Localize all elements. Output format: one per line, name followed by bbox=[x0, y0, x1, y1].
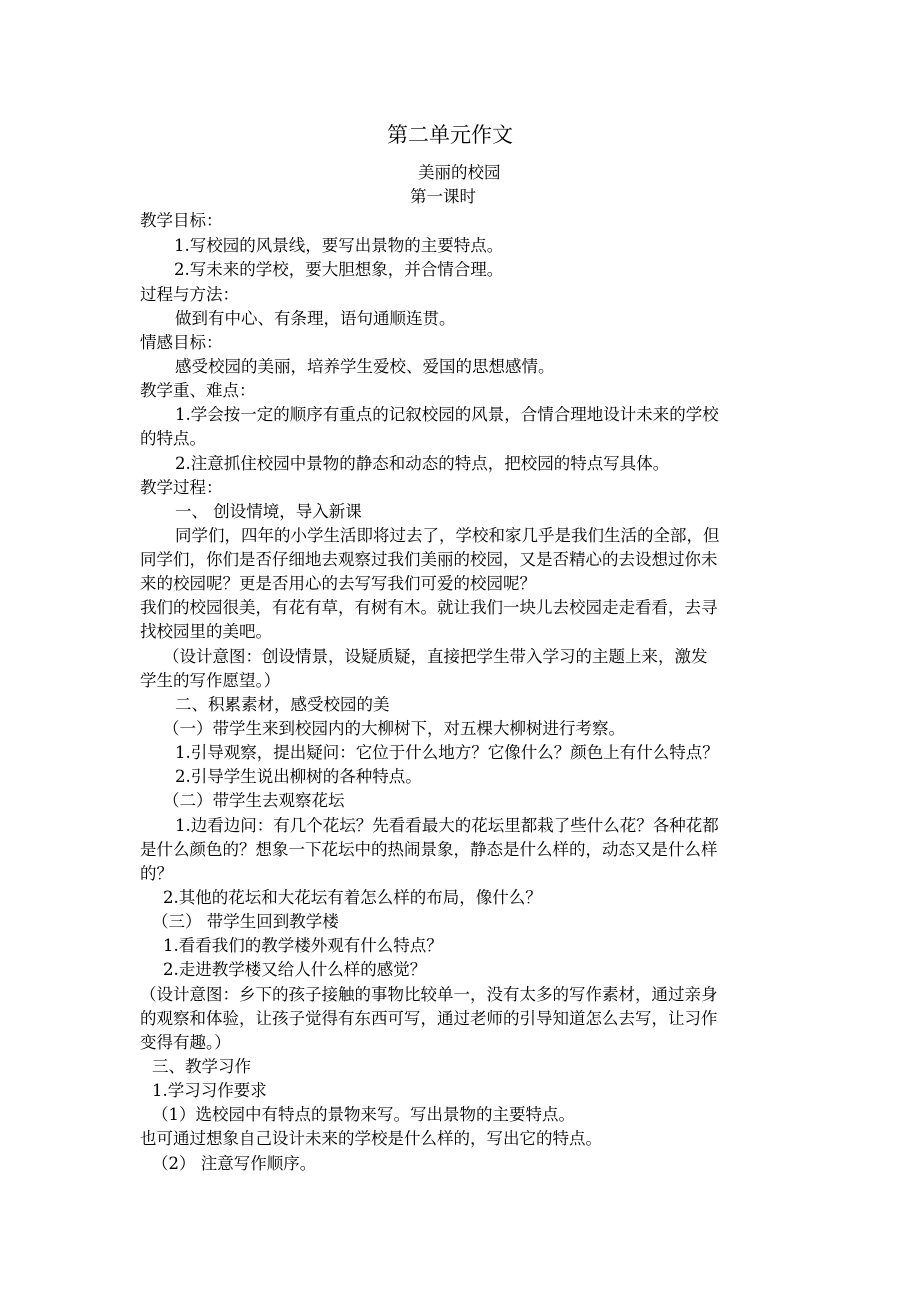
text-line: 的特点。 bbox=[140, 429, 206, 448]
section-heading-emotion: 情感目标： bbox=[140, 333, 223, 352]
text-line: （一）带学生来到校园内的大柳树下，对五棵大柳树进行考察。 bbox=[163, 719, 625, 738]
section-heading-process: 过程与方法： bbox=[140, 285, 239, 304]
text-line: 做到有中心、有条理，语句通顺连贯。 bbox=[175, 309, 456, 328]
step-heading-1: 一、 创设情境，导入新课 bbox=[175, 502, 362, 521]
step-heading-2: 二、积累素材，感受校园的美 bbox=[175, 695, 390, 714]
text-line: （设计意图：乡下的孩子接触的事物比较单一，没有太多的写作素材，通过亲身 bbox=[140, 985, 718, 1004]
document-subtitle: 美丽的校园 bbox=[418, 163, 501, 182]
text-line: 的观察和体验，让孩子觉得有东西可写，通过老师的引导知道怎么去写，让习作 bbox=[140, 1009, 718, 1028]
text-line: 来的校园呢？更是否用心的去写写我们可爱的校园呢？ bbox=[140, 574, 536, 593]
text-line: 1.边看边问：有几个花坛？先看看最大的花坛里都栽了些什么花？各种花都 bbox=[175, 816, 719, 835]
text-line: 2.走进教学楼又给人什么样的感觉？ bbox=[163, 960, 427, 979]
text-line: 学生的写作愿望。） bbox=[140, 671, 281, 690]
section-heading-objectives: 教学目标： bbox=[140, 211, 223, 230]
text-line: 我们的校园很美，有花有草，有树有木。就让我们一块儿去校园走走看看，去寻 bbox=[140, 598, 718, 617]
text-line: 1.写校园的风景线，要写出景物的主要特点。 bbox=[174, 236, 504, 255]
text-line: （2） 注意写作顺序。 bbox=[152, 1154, 317, 1173]
text-line: 2.其他的花坛和大花坛有着怎么样的布局，像什么？ bbox=[163, 888, 542, 907]
text-line: （二）带学生去观察花坛 bbox=[163, 791, 345, 810]
text-line: 的？ bbox=[140, 864, 173, 883]
text-line: 1.学会按一定的顺序有重点的记叙校园的风景，合情合理地设计未来的学校 bbox=[175, 405, 719, 424]
section-heading-key-points: 教学重、难点： bbox=[140, 381, 256, 400]
text-line: 1.看看我们的教学楼外观有什么特点？ bbox=[163, 936, 443, 955]
text-line: 2.注意抓住校园中景物的静态和动态的特点，把校园的特点写具体。 bbox=[175, 454, 670, 473]
text-line: 同学们，四年的小学生活即将过去了，学校和家几乎是我们生活的全部，但 bbox=[175, 526, 720, 545]
text-line: （1）选校园中有特点的景物来写。写出景物的主要特点。 bbox=[152, 1105, 575, 1124]
text-line: 同学们，你们是否仔细地去观察过我们美丽的校园，又是否精心的去设想过你未 bbox=[140, 550, 718, 569]
text-line: 2.引导学生说出柳树的各种特点。 bbox=[175, 767, 422, 786]
step-heading-3: 三、教学习作 bbox=[152, 1057, 251, 1076]
text-line: 是什么颜色的？想象一下花坛中的热闹景象，静态是什么样的，动态又是什么样 bbox=[140, 840, 718, 859]
text-line: 1.学习习作要求 bbox=[152, 1081, 267, 1100]
text-line: 1.引导观察，提出疑问：它位于什么地方？它像什么？颜色上有什么特点？ bbox=[175, 743, 719, 762]
text-line: （设计意图：创设情景，设疑质疑，直接把学生带入学习的主题上来，激发 bbox=[163, 647, 708, 666]
text-line: 也可通过想象自己设计未来的学校是什么样的，写出它的特点。 bbox=[140, 1129, 602, 1148]
text-line: 找校园里的美吧。 bbox=[140, 622, 272, 641]
document-title: 第二单元作文 bbox=[387, 123, 513, 147]
text-line: （三） 带学生回到教学楼 bbox=[152, 912, 339, 931]
section-heading-teaching: 教学过程： bbox=[140, 478, 223, 497]
text-line: 感受校园的美丽，培养学生爱校、爱国的思想感情。 bbox=[175, 357, 555, 376]
text-line: 2.写未来的学校，要大胆想象，并合情合理。 bbox=[174, 260, 504, 279]
text-line: 变得有趣。） bbox=[140, 1033, 231, 1052]
lesson-label: 第一课时 bbox=[410, 187, 476, 206]
